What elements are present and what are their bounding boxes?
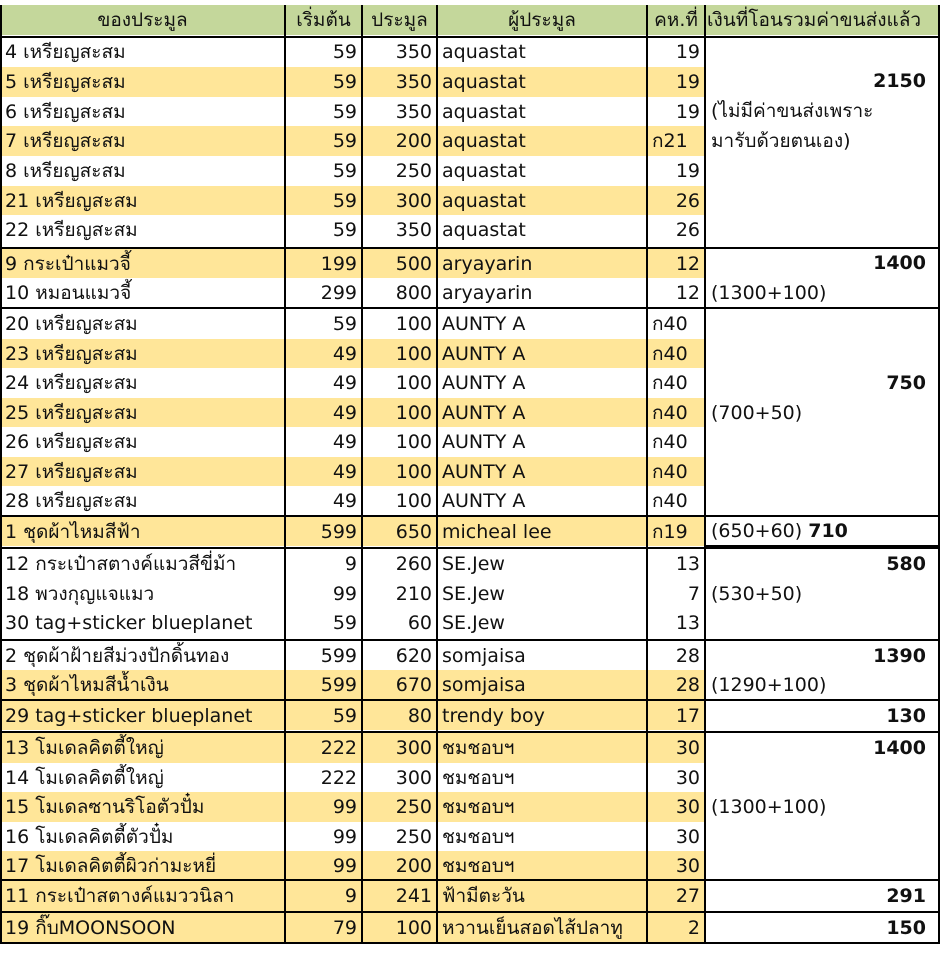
- start-price-cell: 59: [285, 608, 362, 638]
- bidder-cell: somjaisa: [437, 670, 647, 700]
- start-price-cell: 599: [285, 641, 362, 670]
- bidder-cell: aquastat: [437, 126, 647, 156]
- bid-cell: 250: [362, 156, 437, 186]
- bid-cell: 210: [362, 579, 437, 608]
- start-price-cell: 59: [285, 67, 362, 97]
- item-cell: 4 เหรียญสะสม: [0, 37, 285, 67]
- bidder-cell: AUNTY A: [437, 339, 647, 368]
- grid-horizontal-line: [0, 307, 940, 309]
- comment-no-cell: 26: [647, 215, 705, 245]
- bidder-cell: AUNTY A: [437, 457, 647, 486]
- item-cell: 3 ชุดผ้าไหมสีน้ำเงิน: [0, 670, 285, 700]
- item-cell: 28 เหรียญสะสม: [0, 486, 285, 516]
- bid-cell: 350: [362, 215, 437, 245]
- bidder-cell: ชมชอบฯ: [437, 763, 647, 792]
- comment-no-cell: 30: [647, 733, 705, 763]
- bid-cell: 350: [362, 67, 437, 97]
- bidder-cell: micheal lee: [437, 517, 647, 546]
- start-price-cell: 99: [285, 579, 362, 608]
- start-price-cell: 99: [285, 792, 362, 822]
- bid-cell: 350: [362, 97, 437, 126]
- start-price-cell: 299: [285, 278, 362, 308]
- comment-no-cell: ก40: [647, 457, 705, 486]
- total-trendy-boy: 130: [886, 704, 926, 727]
- start-price-cell: 222: [285, 733, 362, 763]
- grid-vertical-line: [436, 5, 438, 943]
- item-cell: 2 ชุดผ้าฝ้ายสีม่วงปักดิ้นทอง: [0, 641, 285, 670]
- item-cell: 6 เหรียญสะสม: [0, 97, 285, 126]
- bidder-cell: AUNTY A: [437, 427, 647, 457]
- comment-no-cell: 26: [647, 186, 705, 215]
- bid-cell: 350: [362, 37, 437, 67]
- grid-vertical-line: [704, 5, 706, 943]
- grid-vertical-line: [0, 5, 2, 943]
- note-micheal-lee: [707, 517, 940, 545]
- comment-no-cell: 30: [647, 822, 705, 851]
- grid-horizontal-line: [0, 911, 940, 913]
- comment-no-cell: ก40: [647, 309, 705, 339]
- item-cell: 8 เหรียญสะสม: [0, 156, 285, 186]
- bid-cell: 100: [362, 309, 437, 339]
- item-cell: 20 เหรียญสะสม: [0, 309, 285, 339]
- total-aryayarin: 1400: [873, 252, 926, 274]
- comment-no-cell: 30: [647, 763, 705, 792]
- bid-cell: 80: [362, 701, 437, 730]
- bid-cell: 670: [362, 670, 437, 700]
- start-price-cell: 49: [285, 486, 362, 516]
- total-chom-chob: 1400: [873, 736, 926, 759]
- bidder-cell: ฟ้ามีตะวัน: [437, 881, 647, 911]
- comment-no-cell: ก40: [647, 398, 705, 427]
- total-se-jew: 580: [886, 552, 926, 575]
- note-aquastat-2: มารับด้วยตนเอง): [711, 130, 851, 152]
- bidder-cell: SE.Jew: [437, 549, 647, 579]
- bid-cell: 250: [362, 792, 437, 822]
- bid-cell: 250: [362, 822, 437, 851]
- bidder-cell: ชมชอบฯ: [437, 851, 647, 880]
- item-cell: 12 กระเป๋าสตางค์แมวสีขี่ม้า: [0, 549, 285, 579]
- total-somjaisa: 1390: [873, 644, 926, 667]
- item-cell: 23 เหรียญสะสม: [0, 339, 285, 368]
- item-cell: 21 เหรียญสะสม: [0, 186, 285, 215]
- bidder-cell: aquastat: [437, 215, 647, 245]
- bid-cell: 200: [362, 126, 437, 156]
- bidder-cell: aquastat: [437, 186, 647, 215]
- bid-cell: 300: [362, 186, 437, 215]
- comment-no-cell: 12: [647, 249, 705, 278]
- bid-cell: 100: [362, 368, 437, 398]
- bidder-cell: AUNTY A: [437, 398, 647, 427]
- bid-cell: 500: [362, 249, 437, 278]
- note-se-jew: (530+50): [711, 582, 803, 605]
- bidder-cell: aquastat: [437, 67, 647, 97]
- comment-no-cell: 30: [647, 792, 705, 822]
- start-price-cell: 49: [285, 427, 362, 457]
- bid-cell: 100: [362, 339, 437, 368]
- start-price-cell: 59: [285, 97, 362, 126]
- item-cell: 16 โมเดลคิตตี้ตัวปั๋ม: [0, 822, 285, 851]
- comment-no-cell: 13: [647, 608, 705, 638]
- bidder-cell: ชมชอบฯ: [437, 822, 647, 851]
- bid-cell: 300: [362, 763, 437, 792]
- note-aquastat-1: (ไม่มีค่าขนส่งเพราะ: [711, 100, 874, 122]
- grid-horizontal-line: [0, 879, 940, 881]
- start-price-cell: 59: [285, 701, 362, 730]
- total-wan-yen: 150: [886, 916, 926, 939]
- item-cell: 27 เหรียญสะสม: [0, 457, 285, 486]
- bidder-cell: aryayarin: [437, 249, 647, 278]
- bidder-cell: aquastat: [437, 37, 647, 67]
- total-micheal-lee: 710: [808, 520, 848, 542]
- item-cell: 26 เหรียญสะสม: [0, 427, 285, 457]
- comment-no-cell: ก21: [647, 126, 705, 156]
- header-bidder: ผู้ประมูล: [437, 5, 647, 35]
- bid-cell: 620: [362, 641, 437, 670]
- bidder-cell: AUNTY A: [437, 309, 647, 339]
- item-cell: 17 โมเดลคิตตี้ผิวก่ามะหยี่: [0, 851, 285, 880]
- item-cell: 10 หมอนแมวจี้: [0, 278, 285, 308]
- start-price-cell: 49: [285, 368, 362, 398]
- comment-no-cell: 27: [647, 881, 705, 911]
- grid-horizontal-line: [0, 515, 940, 517]
- bidder-cell: AUNTY A: [437, 368, 647, 398]
- start-price-cell: 9: [285, 549, 362, 579]
- grid-horizontal-line: [0, 699, 940, 701]
- bid-cell: 100: [362, 913, 437, 942]
- item-cell: 19 กิ๊บMOONSOON: [0, 913, 285, 942]
- bid-cell: 100: [362, 486, 437, 516]
- grid-horizontal-line: [0, 547, 940, 549]
- total-aquastat: 2150: [873, 70, 926, 92]
- note-aryayarin: (1300+100): [711, 282, 827, 304]
- start-price-cell: 49: [285, 339, 362, 368]
- bidder-cell: SE.Jew: [437, 608, 647, 638]
- start-price-cell: 49: [285, 398, 362, 427]
- bid-cell: 200: [362, 851, 437, 880]
- bidder-cell: aryayarin: [437, 278, 647, 308]
- comment-no-cell: 19: [647, 67, 705, 97]
- bid-cell: 60: [362, 608, 437, 638]
- comment-no-cell: 30: [647, 851, 705, 880]
- comment-no-cell: ก40: [647, 427, 705, 457]
- bid-cell: 260: [362, 549, 437, 579]
- item-cell: 15 โมเดลซานริโอตัวปั๋ม: [0, 792, 285, 822]
- start-price-cell: 59: [285, 186, 362, 215]
- item-cell: 25 เหรียญสะสม: [0, 398, 285, 427]
- start-price-cell: 59: [285, 156, 362, 186]
- item-cell: 22 เหรียญสะสม: [0, 215, 285, 245]
- comment-no-cell: 19: [647, 97, 705, 126]
- grid-horizontal-line: [0, 731, 940, 733]
- comment-no-cell: 7: [647, 579, 705, 608]
- item-cell: 18 พวงกุญแจแมว: [0, 579, 285, 608]
- comment-no-cell: 12: [647, 278, 705, 308]
- comment-no-cell: 19: [647, 37, 705, 67]
- item-cell: 29 tag+sticker blueplanet: [0, 701, 285, 730]
- comment-no-cell: 17: [647, 701, 705, 730]
- start-price-cell: 79: [285, 913, 362, 942]
- total-fah-mee-tawan: 291: [886, 885, 926, 907]
- start-price-cell: 599: [285, 670, 362, 700]
- grid-horizontal-line: [0, 942, 940, 944]
- bidder-cell: ชมชอบฯ: [437, 792, 647, 822]
- comment-no-cell: ก19: [647, 517, 705, 546]
- grid-horizontal-line: [0, 36, 940, 38]
- bid-cell: 100: [362, 398, 437, 427]
- bidder-cell: ชมชอบฯ: [437, 733, 647, 763]
- grid-vertical-line: [361, 5, 363, 943]
- header-comment-no: คห.ที่: [647, 5, 705, 35]
- grid-vertical-line: [284, 5, 286, 943]
- item-cell: 14 โมเดลคิตตี้ใหญ่: [0, 763, 285, 792]
- comment-no-cell: ก40: [647, 339, 705, 368]
- start-price-cell: 222: [285, 763, 362, 792]
- total-aunty-a: 750: [886, 372, 926, 394]
- comment-no-cell: 28: [647, 641, 705, 670]
- header-item: ของประมูล: [0, 5, 285, 35]
- bidder-cell: SE.Jew: [437, 579, 647, 608]
- start-price-cell: 59: [285, 215, 362, 245]
- note-somjaisa: (1290+100): [711, 673, 827, 696]
- item-cell: 5 เหรียญสะสม: [0, 67, 285, 97]
- bidder-cell: AUNTY A: [437, 486, 647, 516]
- note-chom-chob: (1300+100): [711, 796, 827, 818]
- grid-horizontal-line: [0, 247, 940, 249]
- bidder-cell: somjaisa: [437, 641, 647, 670]
- start-price-cell: 599: [285, 517, 362, 546]
- start-price-cell: 59: [285, 37, 362, 67]
- bidder-cell: aquastat: [437, 156, 647, 186]
- bid-cell: 800: [362, 278, 437, 308]
- start-price-cell: 59: [285, 309, 362, 339]
- bid-cell: 300: [362, 733, 437, 763]
- comment-no-cell: 2: [647, 913, 705, 942]
- grid-horizontal-line: [0, 639, 940, 641]
- header-transfer-total: เงินที่โอนรวมค่าขนส่งแล้ว: [705, 5, 940, 35]
- item-cell: 30 tag+sticker blueplanet: [0, 608, 285, 638]
- start-price-cell: 99: [285, 822, 362, 851]
- start-price-cell: 59: [285, 126, 362, 156]
- item-cell: 24 เหรียญสะสม: [0, 368, 285, 398]
- item-cell: 9 กระเป๋าแมวจี้: [0, 249, 285, 278]
- bidder-cell: trendy boy: [437, 701, 647, 730]
- comment-no-cell: ก40: [647, 368, 705, 398]
- bidder-cell: หวานเย็นสอดไส้ปลาทู: [437, 913, 647, 942]
- comment-no-cell: 13: [647, 549, 705, 579]
- bid-cell: 100: [362, 457, 437, 486]
- grid-vertical-line: [646, 5, 648, 943]
- item-cell: 7 เหรียญสะสม: [0, 126, 285, 156]
- item-cell: 1 ชุดผ้าไหมสีฟ้า: [0, 517, 285, 546]
- comment-no-cell: ก40: [647, 486, 705, 516]
- grid-horizontal-line: [704, 545, 940, 547]
- item-cell: 11 กระเป๋าสตางค์แมววนิลา: [0, 881, 285, 911]
- start-price-cell: 99: [285, 851, 362, 880]
- note-aunty-a: (700+50): [711, 402, 803, 424]
- bidder-cell: aquastat: [437, 97, 647, 126]
- start-price-cell: 9: [285, 881, 362, 911]
- start-price-cell: 49: [285, 457, 362, 486]
- comment-no-cell: 28: [647, 670, 705, 700]
- item-cell: 13 โมเดลคิตตี้ใหญ่: [0, 733, 285, 763]
- start-price-cell: 199: [285, 249, 362, 278]
- note-micheal-lee-formula: (650+60): [711, 520, 803, 542]
- bid-cell: 241: [362, 881, 437, 911]
- bid-cell: 650: [362, 517, 437, 546]
- bid-cell: 100: [362, 427, 437, 457]
- header-start-price: เริ่มต้น: [285, 5, 362, 35]
- comment-no-cell: 19: [647, 156, 705, 186]
- header-bid: ประมูล: [362, 5, 437, 35]
